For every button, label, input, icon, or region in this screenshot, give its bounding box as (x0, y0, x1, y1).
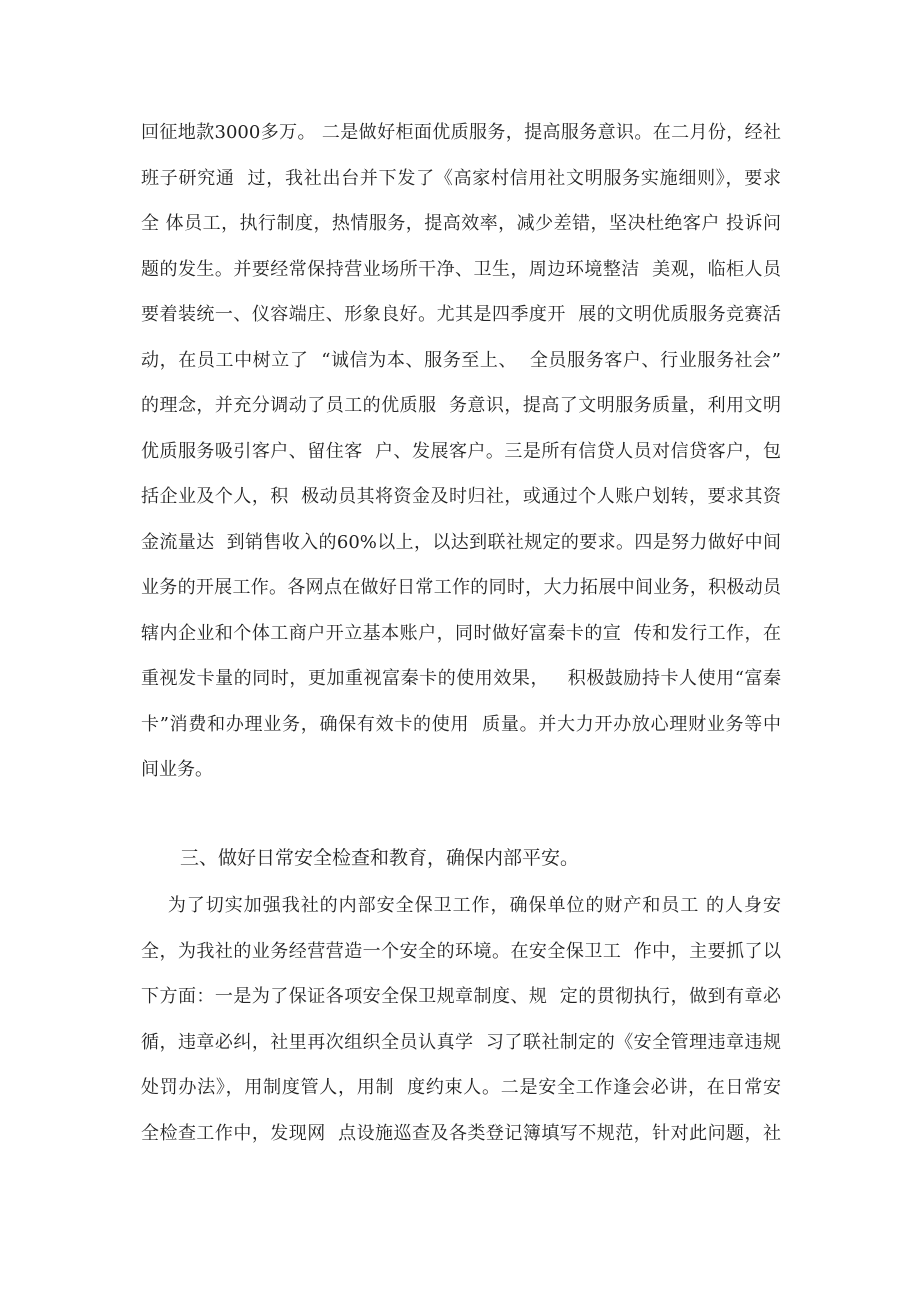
body-paragraph-1 (141, 110, 781, 793)
text-line: 全，为我社的业务经营营造一个安全的环境。在安全保卫工 作中，主要抓了以 (141, 940, 781, 962)
text-line: 卡”消费和办理业务，确保有效卡的使用 质量。并大力开办放心理财业务等中 (141, 713, 781, 735)
text-line: 的理念，并充分调动了员工的优质服 务意识，提高了文明服务质量，利用文明 (141, 395, 781, 416)
text-line: 下方面：一是为了保证各项安全保卫规章制度、规 定的贯彻执行，做到有章必 (141, 986, 781, 1007)
text-line: 全检查工作中，发现网 点设施巡查及各类登记簿填写不规范，针对此问题，社 (141, 1122, 781, 1144)
text-line: 为了切实加强我社的内部安全保卫工作，确保单位的财产和员工 的人身安 (141, 895, 781, 916)
text-line: 班子研究通 过，我社出台并下发了《高家村信用社文明服务实施细则》，要求 (141, 167, 781, 189)
text-line: 金流量达 到销售收入的60%以上，以达到联社规定的要求。四是努力做好中间 (141, 531, 781, 553)
text-line: 处罚办法》，用制度管人，用制 度约束人。二是安全工作逢会必讲，在日常安 (141, 1077, 781, 1098)
text-line: 循，违章必纠，社里再次组织全员认真学 习了联社制定的《安全管理违章违规 (141, 1031, 781, 1053)
text-line: 重视发卡量的同时，更加重视富秦卡的使用效果， 积极鼓励持卡人使用“富秦 (141, 668, 781, 689)
text-line: 辖内企业和个体工商户开立基本账户，同时做好富秦卡的宣 传和发行工作，在 (141, 622, 781, 644)
text-line: 间业务。 (141, 759, 213, 780)
text-line: 全 体员工，执行制度，热情服务，提高效率，减少差错，坚决杜绝客户 投诉问 (141, 213, 781, 234)
text-line: 业务的开展工作。各网点在做好日常工作的同时，大力拓展中间业务，积极动员 (141, 577, 781, 598)
text-line: 括企业及个人，积 极动员其将资金及时归社，或通过个人账户划转，要求其资 (141, 486, 781, 507)
body-paragraph-2 (141, 883, 781, 1156)
text-line: 优质服务吸引客户、留住客 户、发展客户。三是所有信贷人员对信贷客户，包 (141, 440, 781, 462)
text-line: 要着装统一、仪容端庄、形象良好。尤其是四季度开 展的文明优质服务竞赛活 (141, 304, 781, 325)
section-heading: 三、做好日常安全检查和教育，确保内部平安。 (180, 847, 580, 869)
text-line: 回征地款3000多万。 二是做好柜面优质服务，提高服务意识。在二月份，经社 (141, 122, 781, 143)
text-line: 题的发生。并要经常保持营业场所干净、卫生，周边环境整洁 美观，临柜人员 (141, 258, 781, 280)
text-line: 动，在员工中树立了 “诚信为本、服务至上、 全员服务客户、行业服务社会” (141, 349, 781, 371)
